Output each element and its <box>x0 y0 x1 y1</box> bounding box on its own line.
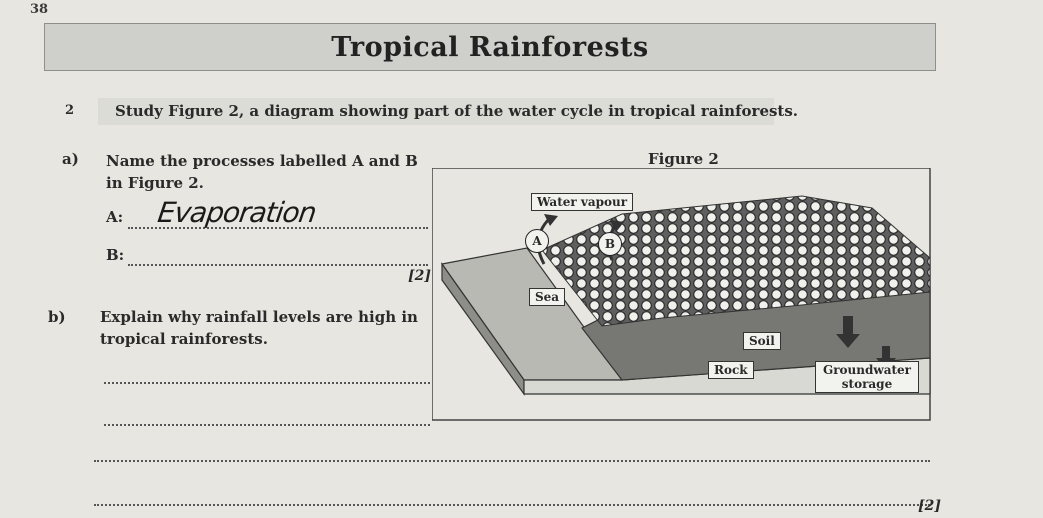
part-b-label: b) <box>48 308 66 326</box>
answer-line-3[interactable] <box>94 460 930 462</box>
answer-b-label: B: <box>106 246 125 264</box>
label-soil: Soil <box>743 332 781 350</box>
answer-line-2[interactable] <box>104 424 430 426</box>
answer-a-label: A: <box>106 208 124 226</box>
answer-line-4[interactable] <box>94 504 930 506</box>
answer-b-line[interactable] <box>128 264 428 266</box>
question-number: 2 <box>65 103 75 118</box>
page-title: Tropical Rainforests <box>331 31 649 63</box>
part-b-marks: [2] <box>918 498 941 514</box>
figure-title: Figure 2 <box>648 150 719 168</box>
answer-line-1[interactable] <box>104 382 430 384</box>
infiltration-arrow-shaft <box>843 316 853 334</box>
label-rock: Rock <box>708 361 754 379</box>
answer-a-handwriting: Evaporation <box>155 196 318 229</box>
label-water-vapour: Water vapour <box>531 193 633 211</box>
label-groundwater-storage: Groundwater storage <box>815 361 919 393</box>
question-intro: Study Figure 2, a diagram showing part of the water cycle in tropical rainforests. <box>115 102 799 120</box>
title-banner <box>44 23 936 71</box>
label-b-circle: B <box>598 232 622 256</box>
percolation-arrow-shaft <box>882 346 890 358</box>
page-number: 38 <box>30 2 49 17</box>
label-sea: Sea <box>529 288 565 306</box>
part-a-label: a) <box>62 150 79 168</box>
part-a-marks: [2] <box>408 268 431 284</box>
label-a-circle: A <box>525 229 549 253</box>
part-b-question: Explain why rainfall levels are high in tropical rainforests. <box>100 308 418 348</box>
part-a-question: Name the processes labelled A and B in Figure 2. <box>106 152 418 192</box>
